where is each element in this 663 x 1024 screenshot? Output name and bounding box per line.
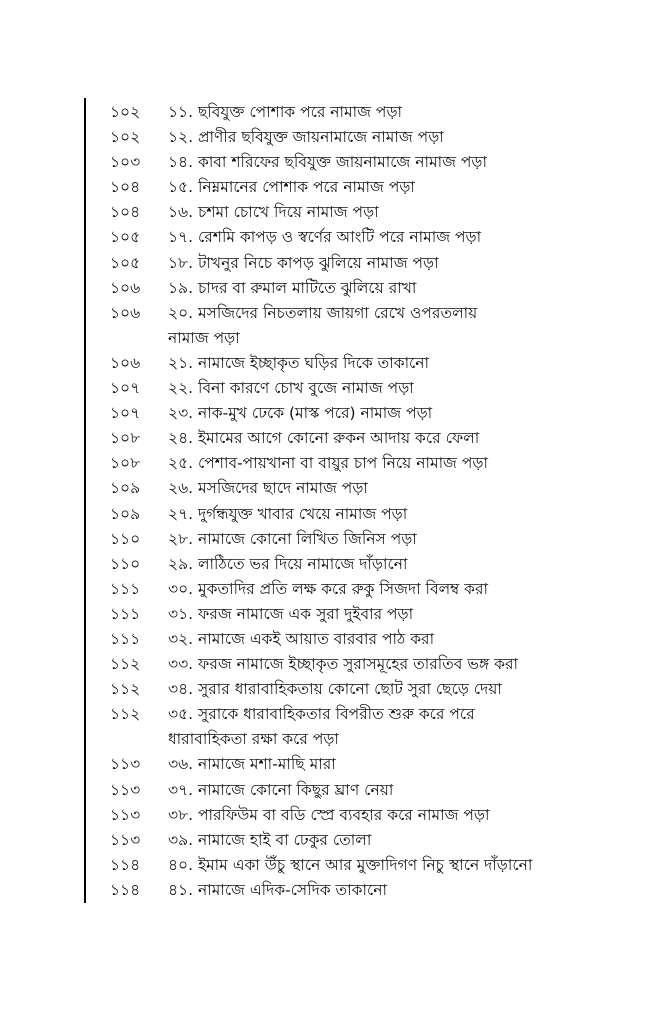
toc-entry-line: ৩৩. ফরজ নামাজে ইচ্ছাকৃত সুরাসমূহের তারতিব ভঙ্গ করা [168, 655, 518, 674]
toc-entry [168, 527, 650, 552]
toc-row [110, 476, 650, 501]
toc-entry [168, 627, 650, 652]
toc-row [110, 652, 650, 677]
page-number: ১০২ [110, 128, 141, 147]
toc-entry-line: ২০. মসজিদের নিচতলায় জায়গা রেখে ওপরতলায় [168, 303, 478, 322]
page-number: ১০৬ [110, 303, 141, 322]
toc-entry [168, 552, 650, 577]
vertical-rule [84, 98, 86, 903]
toc-entry [168, 853, 650, 878]
toc-row [110, 752, 650, 777]
toc-entry [168, 376, 650, 401]
toc-entry-line: ১৬. চশমা চোখে দিয়ে নামাজ পড়া [168, 203, 379, 222]
toc-row [110, 451, 650, 476]
toc-entry [168, 702, 650, 752]
toc-entry-line: ২৪. ইমামের আগে কোনো রুকন আদায় করে ফেলা [168, 429, 480, 448]
toc-row [110, 175, 650, 200]
toc-entry [168, 175, 650, 200]
page-number: ১১৩ [110, 830, 141, 849]
toc-row [110, 125, 650, 150]
toc-entry [168, 476, 650, 501]
toc-entry [168, 276, 650, 301]
page-number: ১০৪ [110, 203, 141, 222]
page-number: ১১০ [110, 554, 141, 573]
toc-entry [168, 426, 650, 451]
toc-entry [168, 225, 650, 250]
page-number: ১০৬ [110, 278, 141, 297]
page-number: ১০৭ [110, 379, 141, 398]
page-number: ১১০ [110, 529, 141, 548]
page-number: ১১২ [110, 705, 141, 724]
toc-entry [168, 652, 650, 677]
toc-entry-line: ৩৯. নামাজে হাই বা ঢেকুর তোলা [168, 830, 372, 849]
toc-entry-line: ৪০. ইমাম একা উঁচু স্থানে আর মুক্তাদিগণ নিচু স্থানে দাঁড়ানো [168, 855, 533, 874]
toc-entry-line: ২৬. মসজিদের ছাদে নামাজ পড়া [168, 479, 368, 498]
toc-entry-line: ১৮. টাখনুর নিচে কাপড় ঝুলিয়ে নামাজ পড়া [168, 253, 439, 272]
page-number: ১০৫ [110, 253, 141, 272]
toc-entry-line: ১৪. কাবা শরিফের ছবিযুক্ত জায়নামাজে নামাজ পড়া [168, 153, 487, 172]
toc-entry [168, 677, 650, 702]
toc-row [110, 200, 650, 225]
toc-row [110, 276, 650, 301]
toc-row [110, 351, 650, 376]
toc-row [110, 527, 650, 552]
toc-row [110, 803, 650, 828]
toc-entry-line: ৩৬. নামাজে মশা-মাছি মারা [168, 755, 336, 774]
toc-entry [168, 401, 650, 426]
toc-entry-line: ২৮. নামাজে কোনো লিখিত জিনিস পড়া [168, 529, 417, 548]
page-number: ১১৩ [110, 755, 141, 774]
toc-row [110, 878, 650, 903]
toc-row [110, 251, 650, 276]
toc-row [110, 627, 650, 652]
toc-row [110, 853, 650, 878]
page-number: ১১২ [110, 655, 141, 674]
toc-entry [168, 752, 650, 777]
toc-entry [168, 502, 650, 527]
page-number: ১০৯ [110, 479, 141, 498]
toc-row [110, 150, 650, 175]
toc-entry-line: ২৩. নাক-মুখ ঢেকে (মাস্ক পরে) নামাজ পড়া [168, 404, 433, 423]
toc-entry-line: ২৭. দুর্গন্ধযুক্ত খাবার খেয়ে নামাজ পড়া [168, 504, 408, 523]
toc-entry [168, 602, 650, 627]
page-number: ১০৩ [110, 153, 141, 172]
toc-entry-line: ৩০. মুকতাদির প্রতি লক্ষ করে রুকু সিজদা বিলম্ব করা [168, 579, 489, 598]
toc-row [110, 702, 650, 752]
table-of-contents [110, 100, 650, 903]
toc-entry [168, 200, 650, 225]
toc-entry-line: ২১. নামাজে ইচ্ছাকৃত ঘড়ির দিকে তাকানো [168, 353, 430, 372]
toc-entry-line: ১১. ছবিযুক্ত পোশাক পরে নামাজ পড়া [168, 103, 403, 121]
toc-entry-line: ধারাবাহিকতা রক্ষা করে পড়া [168, 730, 339, 749]
page-number: ১০২ [110, 103, 141, 121]
toc-entry [168, 803, 650, 828]
toc-entry-line: নামাজ পড়া [168, 328, 240, 347]
toc-entry-line: ৩২. নামাজে একই আয়াত বারবার পাঠ করা [168, 629, 435, 648]
page-number: ১০৮ [110, 454, 141, 473]
toc-row [110, 828, 650, 853]
toc-entry-line: ৩৭. নামাজে কোনো কিছুর ঘ্রাণ নেয়া [168, 780, 394, 799]
toc-entry [168, 150, 650, 175]
toc-entry-line: ৩৫. সুরাকে ধারাবাহিকতার বিপরীত শুরু করে পরে [168, 705, 475, 724]
toc-entry-line: ২২. বিনা কারণে চোখ বুজে নামাজ পড়া [168, 379, 414, 398]
page-number: ১১১ [110, 579, 141, 598]
toc-entry-line: ২৯. লাঠিতে ভর দিয়ে নামাজে দাঁড়ানো [168, 554, 408, 573]
toc-entry-line: ২৫. পেশাব-পায়খানা বা বায়ুর চাপ নিয়ে নামাজ পড়া [168, 454, 488, 473]
toc-entry [168, 301, 650, 351]
page-number: ১০৪ [110, 178, 141, 197]
toc-entry-line: ৩৪. সুরার ধারাবাহিকতায় কোনো ছোট সুরা ছেড়ে দেয়া [168, 680, 502, 699]
page-number: ১০৫ [110, 228, 141, 247]
toc-entry [168, 351, 650, 376]
toc-entry [168, 100, 650, 125]
toc-entry-line: ৩৮. পারফিউম বা বডি স্প্রে ব্যবহার করে নামাজ পড়া [168, 805, 490, 824]
toc-row [110, 677, 650, 702]
page-number: ১০৭ [110, 404, 141, 423]
toc-entry-line: ৩১. ফরজ নামাজে এক সুরা দুইবার পড়া [168, 604, 414, 623]
toc-entry-line: ১৯. চাদর বা রুমাল মাটিতে ঝুলিয়ে রাখা [168, 278, 417, 297]
toc-entry [168, 125, 650, 150]
toc-entry-line: ১৫. নিম্নমানের পোশাক পরে নামাজ পড়া [168, 178, 415, 197]
page-number: ১১২ [110, 680, 141, 699]
toc-row [110, 376, 650, 401]
toc-entry [168, 451, 650, 476]
page-number: ১১৪ [110, 880, 141, 899]
page-number: ১০৯ [110, 504, 141, 523]
toc-row [110, 100, 650, 125]
page-number: ১১১ [110, 629, 141, 648]
toc-row [110, 577, 650, 602]
toc-row [110, 552, 650, 577]
toc-row [110, 301, 650, 351]
toc-row [110, 602, 650, 627]
page-number: ১১৩ [110, 805, 141, 824]
toc-entry-line: ৪১. নামাজে এদিক-সেদিক তাকানো [168, 880, 387, 899]
page-number: ১১৪ [110, 855, 141, 874]
toc-entry [168, 778, 650, 803]
toc-entry [168, 878, 650, 903]
toc-entry [168, 577, 650, 602]
toc-entry-line: ১২. প্রাণীর ছবিযুক্ত জায়নামাজে নামাজ পড়া [168, 128, 444, 147]
toc-entry [168, 828, 650, 853]
page-number: ১১৩ [110, 780, 141, 799]
toc-entry [168, 251, 650, 276]
toc-row [110, 225, 650, 250]
toc-entry-line: ১৭. রেশমি কাপড় ও স্বর্ণের আংটি পরে নামাজ পড়া [168, 228, 482, 247]
toc-row [110, 778, 650, 803]
toc-row [110, 401, 650, 426]
page-number: ১০৮ [110, 429, 141, 448]
page-number: ১১১ [110, 604, 141, 623]
toc-row [110, 502, 650, 527]
toc-row [110, 426, 650, 451]
page-number: ১০৬ [110, 353, 141, 372]
